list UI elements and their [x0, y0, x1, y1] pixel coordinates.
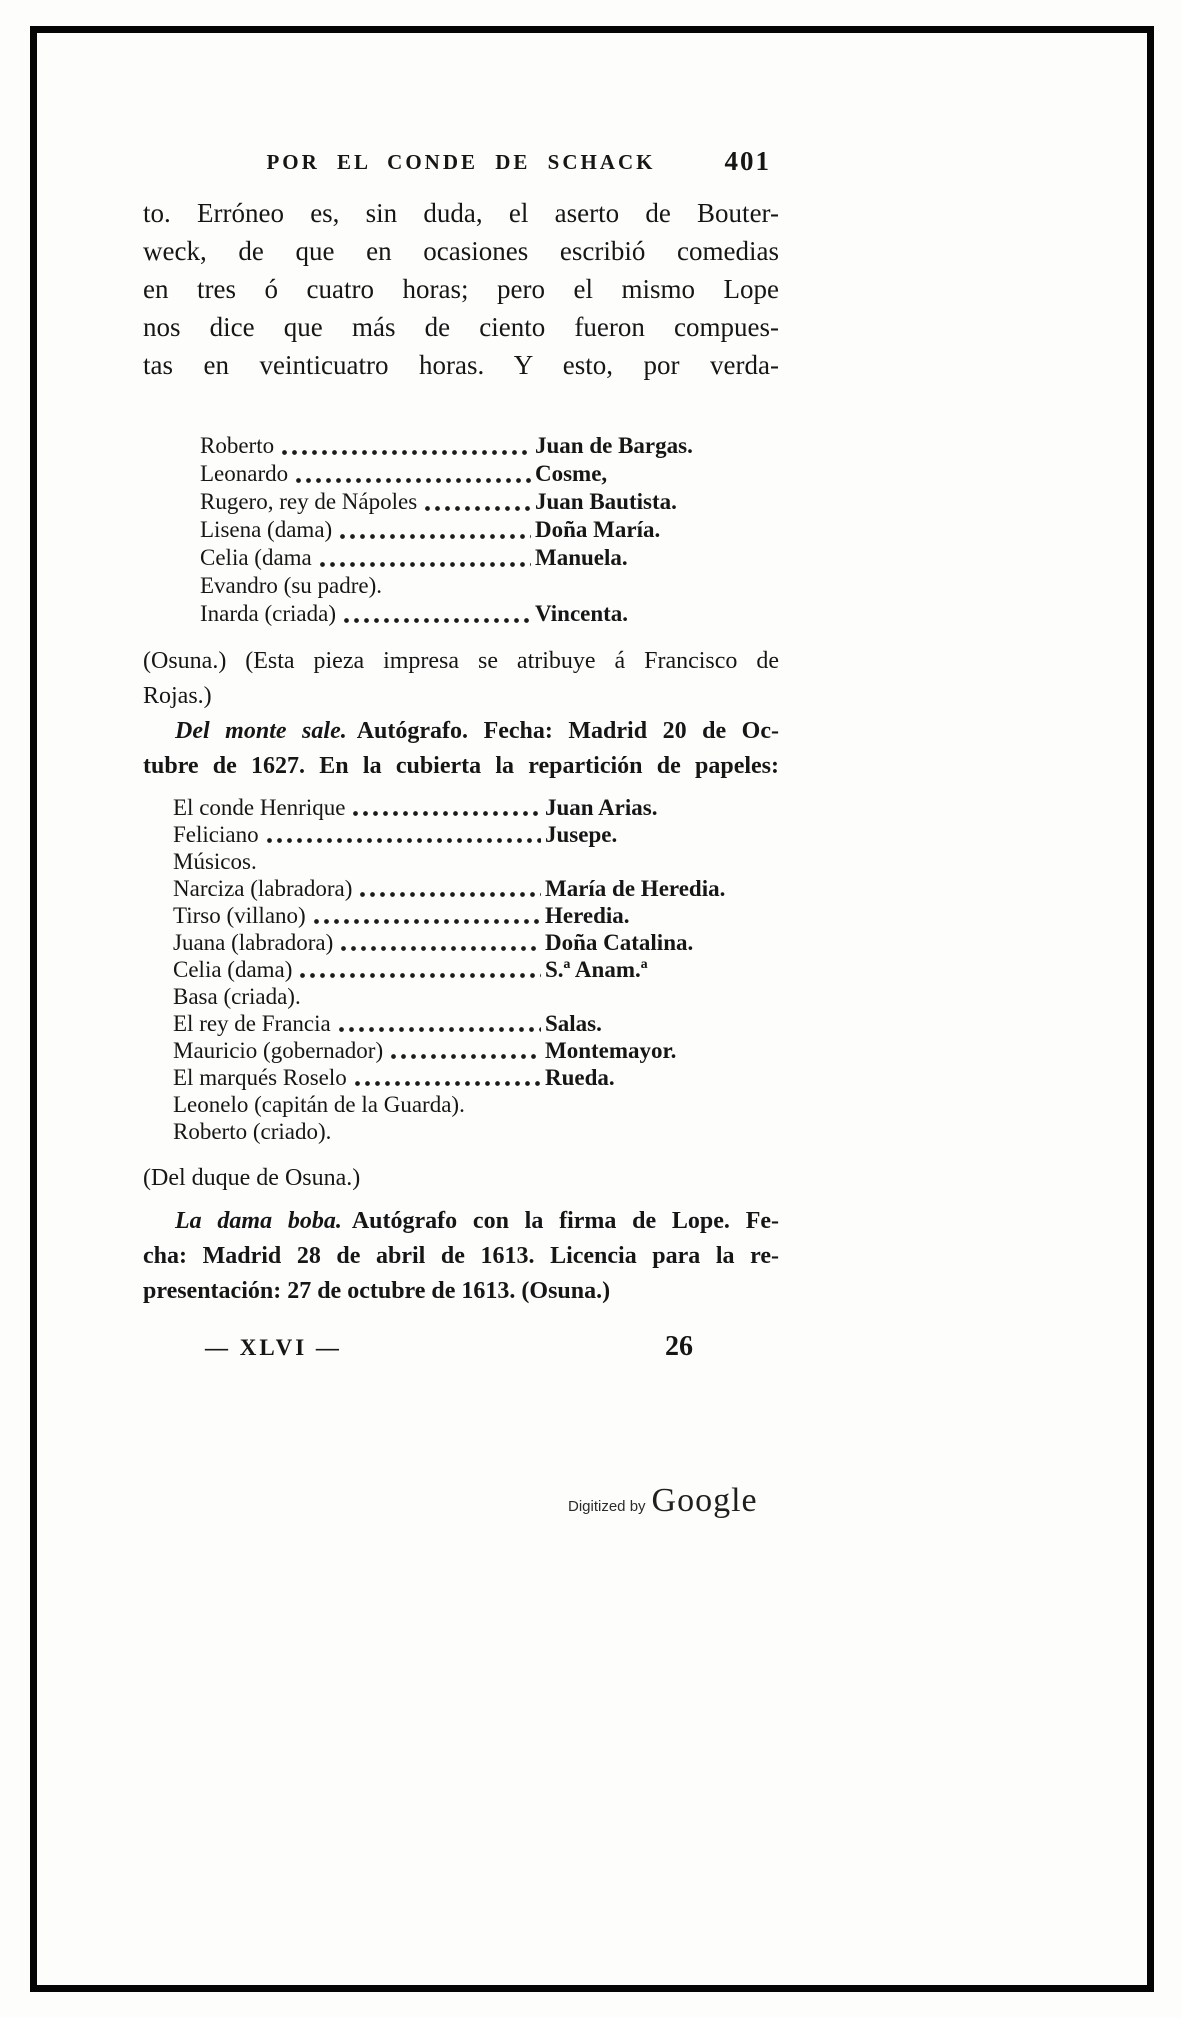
cast-row	[200, 460, 779, 488]
cast-list-2	[173, 794, 779, 1145]
role-name: Inarda (criada)	[200, 601, 336, 626]
note-line	[143, 1204, 779, 1239]
cast-row	[200, 572, 779, 600]
note-del-duque: (Del duque de Osuna.)	[143, 1165, 361, 1191]
actor-name: S.ª Anam.ª	[545, 957, 648, 982]
actor-name: María de Heredia.	[545, 876, 726, 901]
role-name: Músicos.	[173, 849, 257, 874]
role-name: Evandro (su padre).	[200, 573, 383, 598]
role-name: Feliciano	[173, 822, 259, 847]
actor-name: Doña Catalina.	[545, 930, 694, 955]
role-name: Celia (dama	[200, 545, 312, 570]
cast-row	[200, 516, 779, 544]
leader-dots	[340, 534, 531, 540]
leader-dots	[353, 811, 541, 817]
leader-dots	[355, 1081, 541, 1087]
actor-name: Jusepe.	[545, 822, 618, 847]
note-line: cha: Madrid 28 de abril de 1613. Licencia para la re-	[143, 1243, 779, 1269]
cast-row	[173, 1010, 779, 1037]
signature-mark: — XLVI —	[205, 1335, 342, 1360]
actor-name: Montemayor.	[545, 1038, 677, 1063]
work-title-italic: Del monte sale.	[175, 718, 347, 744]
paragraph-line: tas en veinticuatro horas. Y esto, por verda-	[143, 350, 779, 380]
role-name: Juana (labradora)	[173, 930, 334, 955]
actor-name: Juan Arias.	[545, 795, 658, 820]
leader-dots	[314, 919, 541, 925]
leader-dots	[320, 562, 531, 568]
digitized-watermark	[568, 1482, 758, 1520]
note-text: Autógrafo con la firma de Lope. Fe-	[351, 1208, 779, 1234]
role-name: El marqués Roselo	[173, 1065, 347, 1090]
note-line: tubre de 1627. En la cubierta la repartición de papeles:	[143, 753, 779, 779]
actor-name: Doña María.	[535, 517, 661, 542]
role-name: Narciza (labradora)	[173, 876, 353, 901]
note-la-dama-boba	[143, 1204, 779, 1309]
cast-row	[173, 1064, 779, 1091]
paragraph-line: en tres ó cuatro horas; pero el mismo Lope	[143, 274, 779, 304]
cast-row	[200, 600, 779, 628]
actor-name: Juan Bautista.	[535, 489, 677, 514]
actor-name: Manuela.	[535, 545, 628, 570]
leader-dots	[296, 478, 531, 484]
leader-dots	[344, 618, 531, 624]
note-osuna	[143, 644, 779, 714]
cast-row	[173, 1118, 779, 1145]
actor-name: Rueda.	[545, 1065, 615, 1090]
cast-row	[173, 983, 779, 1010]
paragraph-line: nos dice que más de ciento fueron compues-	[143, 312, 779, 342]
role-name: Roberto (criado).	[173, 1119, 332, 1144]
paragraph-line: to. Erróneo es, sin duda, el aserto de Bouter-	[143, 198, 779, 228]
note-del-monte-sale	[143, 714, 779, 784]
note-line: (Osuna.) (Esta pieza impresa se atribuye á Francisco de	[143, 648, 779, 674]
leader-dots	[339, 1027, 541, 1033]
note-text: Autógrafo. Fecha: Madrid 20 de Oc-	[356, 718, 779, 744]
role-name: El rey de Francia	[173, 1011, 331, 1036]
actor-name: Heredia.	[545, 903, 630, 928]
leader-dots	[391, 1054, 541, 1060]
role-name: Basa (criada).	[173, 984, 301, 1009]
role-name: Rugero, rey de Nápoles	[200, 489, 418, 514]
leader-dots	[300, 973, 541, 979]
role-name: Roberto	[200, 433, 275, 458]
cast-row	[200, 544, 779, 572]
note-line	[143, 714, 779, 749]
cast-row	[173, 848, 779, 875]
note-line: presentación: 27 de octubre de 1613. (Osuna.)	[143, 1278, 611, 1304]
role-name: Celia (dama)	[173, 957, 293, 982]
leader-dots	[282, 450, 531, 456]
paragraph-line: weck, de que en ocasiones escribió comedias	[143, 236, 779, 266]
cast-row	[173, 875, 779, 902]
role-name: Mauricio (gobernador)	[173, 1038, 384, 1063]
google-logo: Google	[651, 1482, 758, 1519]
cast-row	[173, 956, 779, 983]
cast-row	[173, 1091, 779, 1118]
work-title-italic: La dama boba.	[175, 1208, 342, 1234]
note-line: Rojas.)	[143, 683, 212, 709]
cast-row	[173, 902, 779, 929]
role-name: El conde Henrique	[173, 795, 346, 820]
actor-name: Juan de Bargas.	[535, 433, 693, 458]
leader-dots	[425, 506, 531, 512]
leader-dots	[360, 892, 541, 898]
cast-row	[173, 821, 779, 848]
role-name: Leonelo (capitán de la Guarda).	[173, 1092, 465, 1117]
cast-list-1	[200, 432, 779, 628]
actor-name: Vincenta.	[535, 601, 629, 626]
leader-dots	[341, 946, 541, 952]
role-name: Tirso (villano)	[173, 903, 306, 928]
digitized-by-label: Digitized by	[568, 1498, 646, 1515]
role-name: Leonardo	[200, 461, 289, 486]
opening-paragraph	[143, 194, 779, 384]
leader-dots	[267, 838, 541, 844]
cast-row	[173, 1037, 779, 1064]
cast-row	[173, 929, 779, 956]
actor-name: Salas.	[545, 1011, 602, 1036]
cast-row	[173, 794, 779, 821]
cast-row	[200, 432, 779, 460]
page-footer	[143, 1331, 779, 1363]
actor-name: Cosme,	[535, 461, 608, 486]
page-number: 401	[724, 146, 771, 176]
footer-number: 26	[665, 1331, 693, 1362]
cast-row	[200, 488, 779, 516]
page-content	[143, 146, 779, 1363]
role-name: Lisena (dama)	[200, 517, 333, 542]
running-header-title: POR EL CONDE DE SCHACK	[266, 150, 656, 174]
running-header	[143, 146, 779, 182]
